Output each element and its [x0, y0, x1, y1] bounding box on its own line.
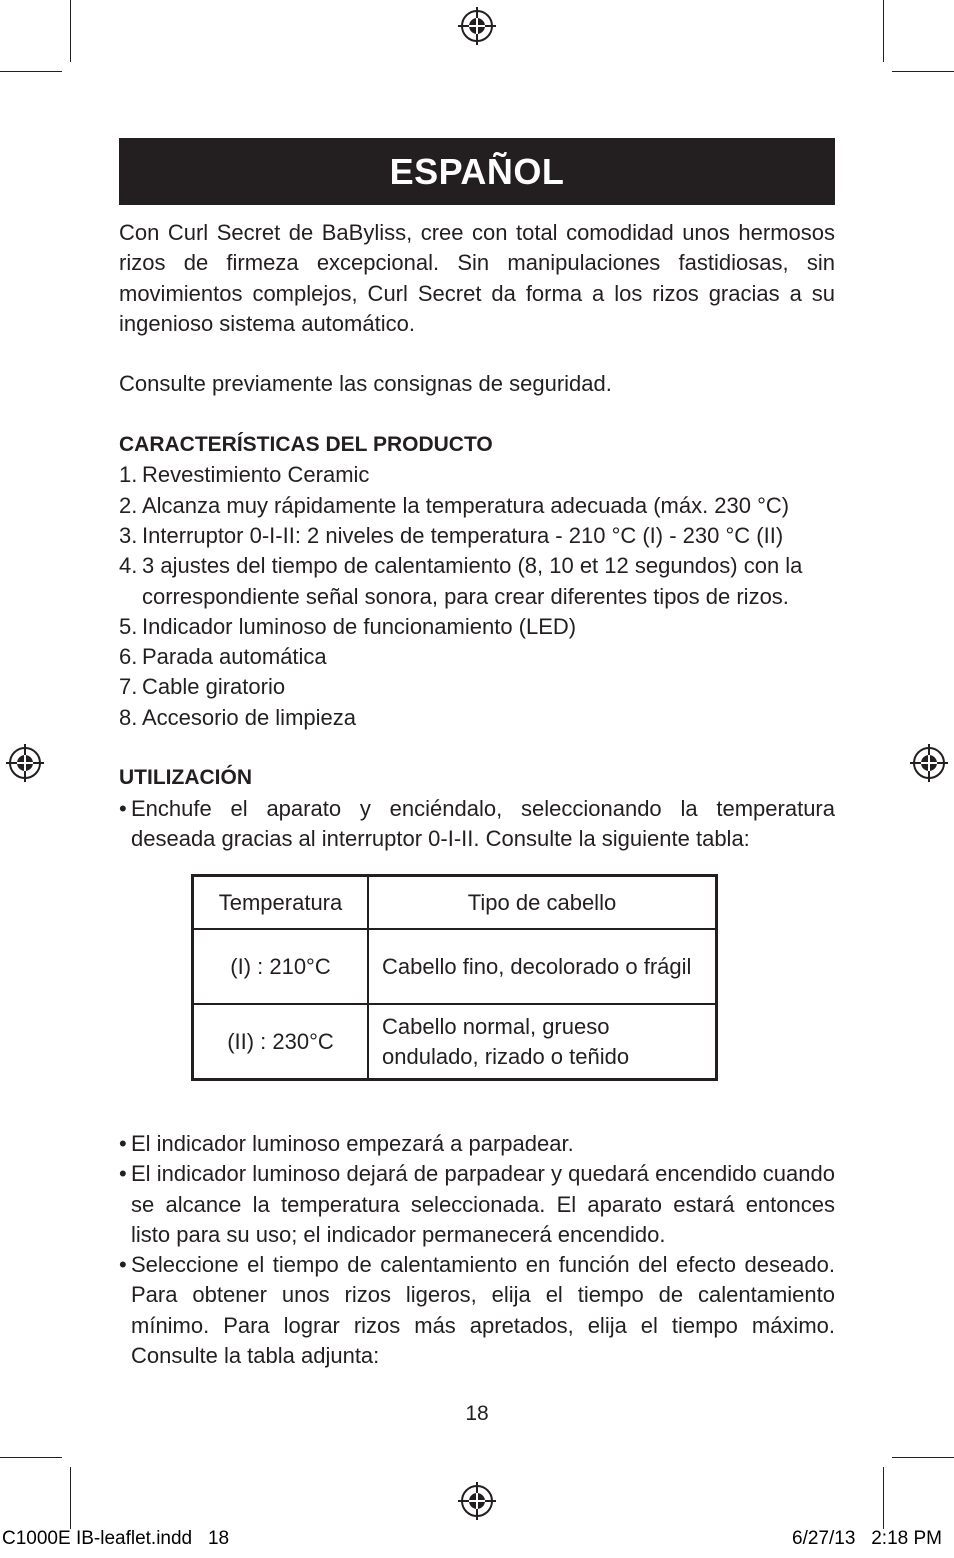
list-item: 6. Parada automática [119, 644, 327, 670]
table-row [193, 929, 717, 1004]
table-cell-hair: Cabello normal, grueso ondulado, rizado o teñido [368, 1004, 717, 1080]
temperature-table [191, 874, 718, 1081]
crop-mark [0, 1457, 62, 1458]
table-header-temperature: Temperatura [193, 876, 369, 930]
table-row [193, 1004, 717, 1080]
crop-mark [0, 71, 62, 72]
list-item: 3. Interruptor 0-I-II: 2 niveles de temperatura - 210 °C (I) - 230 °C (II) [119, 522, 784, 548]
usage-list-bottom [119, 1129, 835, 1371]
slug-file-info: C1000E IB-leaflet.indd 18 [2, 1528, 230, 1549]
list-item: 8. Accesorio de limpieza [119, 704, 356, 730]
safety-note: Consulte previamente las consignas de seguridad. [119, 371, 612, 397]
list-item: 1. Revestimiento Ceramic [119, 462, 370, 488]
list-item: 4. 3 ajustes del tiempo de calentamiento (8, 10 et 12 segundos) con la correspondiente señal sonora, para crear diferentes tipos de rizos. [119, 553, 803, 609]
crop-mark [883, 0, 884, 62]
crop-mark [892, 1457, 954, 1458]
table-cell-hair: Cabello fino, decolorado o frágil [368, 929, 717, 1004]
table-header-hair-type: Tipo de cabello [368, 876, 717, 930]
language-title-bar [119, 138, 835, 205]
usage-list-top [119, 794, 835, 855]
registration-mark-icon [6, 744, 44, 782]
table-cell-temp: (I) : 210°C [193, 929, 369, 1004]
usage-continued [119, 1129, 835, 1371]
list-item: • Seleccione el tiempo de calentamiento en función del efecto deseado. Para obtener unos rizos ligeros, elija el tiempo de calentamiento mínimo. Para lograr rizos más apretados, elija el tiempo máximo. Consulte la tabla adjunta: [119, 1252, 835, 1369]
registration-mark-icon [458, 1482, 496, 1520]
crop-mark [70, 1467, 71, 1529]
features-heading: CARACTERÍSTICAS DEL PRODUCTO [119, 433, 493, 457]
intro-paragraph: Con Curl Secret de BaByliss, cree con total comodidad unos hermosos rizos de firmeza excepcional. Sin manipulaciones fastidiosas, sin movimientos complejos, Curl Secret da forma a los rizos gracias a su ingenioso sistema automático. [119, 220, 835, 336]
list-item: • El indicador luminoso dejará de parpadear y quedará encendido cuando se alcance la temperatura seleccionada. El aparato estará entonces listo para su uso; el indicador permanecerá encendido. [119, 1161, 835, 1247]
table-cell-temp: (II) : 230°C [193, 1004, 369, 1080]
list-item: 5. Indicador luminoso de funcionamiento (LED) [119, 613, 577, 639]
registration-mark-icon [910, 744, 948, 782]
features-list [119, 460, 835, 733]
crop-mark [70, 0, 71, 62]
list-item: • El indicador luminoso empezará a parpadear. [119, 1131, 574, 1156]
main-content [119, 218, 835, 854]
page-number: 18 [465, 1402, 489, 1425]
list-item: • Enchufe el aparato y enciéndalo, seleccionando la temperatura deseada gracias al interruptor 0-I-II. Consulte la siguiente tabla: [119, 795, 835, 851]
crop-mark [883, 1467, 884, 1529]
slug-timestamp: 6/27/13 2:18 PM [792, 1528, 942, 1549]
list-item: 2. Alcanza muy rápidamente la temperatura adecuada (máx. 230 °C) [119, 492, 790, 518]
registration-mark-icon [458, 7, 496, 45]
page-title: ESPAÑOL [389, 150, 565, 192]
usage-heading: UTILIZACIÓN [119, 766, 252, 790]
list-item: 7. Cable giratorio [119, 674, 286, 700]
crop-mark [892, 71, 954, 72]
